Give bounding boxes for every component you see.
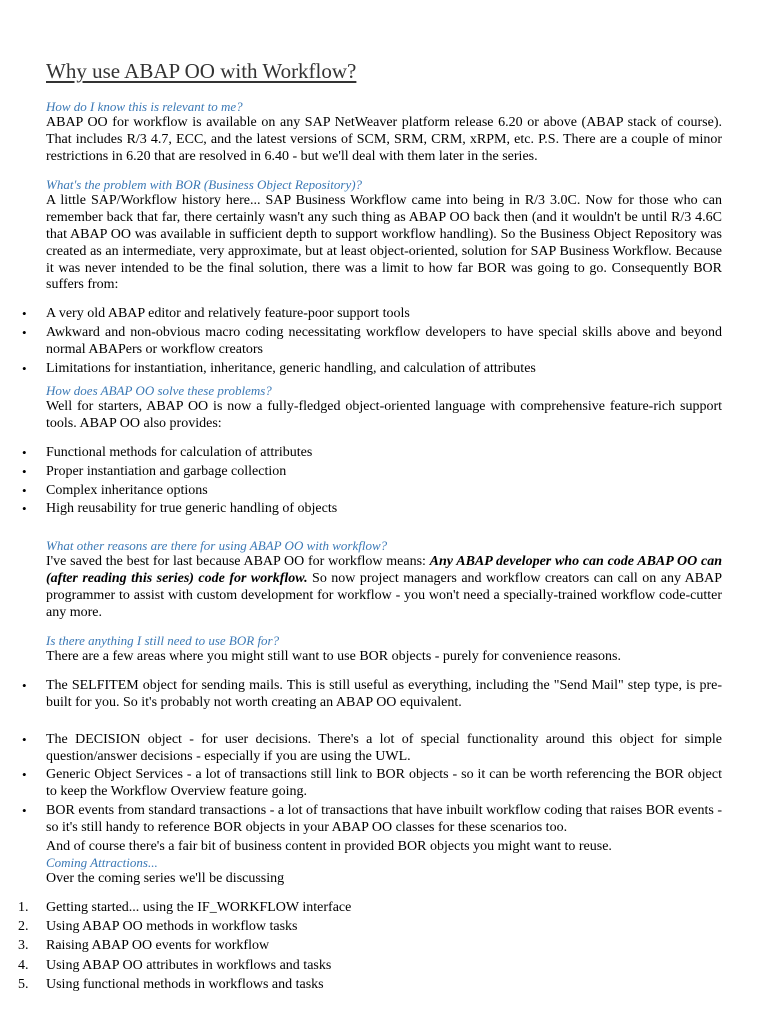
page-title: Why use ABAP OO with Workflow? [46, 59, 357, 83]
section-heading-relevant: How do I know this is relevant to me? [46, 99, 243, 114]
list-item: • The SELFITEM object for sending mails. This is still useful as everything, including the "Send Mail" step type, is pre-built for you. So it's probably not worth creating an ABAP OO equivalent. [46, 678, 722, 712]
paragraph-bor-closing: And of course there's a fair bit of business content in provided BOR objects you might want to reuse. [46, 838, 612, 854]
list-item: 4. Using ABAP OO attributes in workflows and tasks [18, 957, 332, 973]
paragraph-bor: There are a few areas where you might still want to use BOR objects - purely for convenience reasons. [46, 649, 621, 665]
bullet-list-oo-benefits [46, 445, 722, 518]
numbered-list-series [18, 900, 722, 994]
bullet-list-bor-uses-first [46, 678, 722, 712]
list-item: • Functional methods for calculation of attributes [46, 445, 722, 462]
list-item: • Limitations for instantiation, inheritance, generic handling, and calculation of attributes [46, 361, 722, 378]
list-item: 2. Using ABAP OO methods in workflow tasks [18, 919, 298, 935]
paragraph-other-pre: I've saved the best for last because ABAP OO for workflow means: [46, 554, 430, 570]
bullet-list-bor-issues [46, 306, 722, 377]
section-heading-problem: What's the problem with BOR (Business Object Repository)? [46, 177, 363, 193]
paragraph-problem: A little SAP/Workflow history here... SAP Business Workflow came into being in R/3 3.0C. Now for those who can remember back that far, there certainly wasn't any such thing as ABAP OO back then (and it wouldn't be until R/3 4.6C that ABAP OO was available in sufficient depth to support workflow handling). So the Business Object Repository was created as an intermediate, very approximate, but at least object-oriented, solution for SAP Business Workflow. Because it was never intended to be the final solution, there was a limit to how far BOR was going to go. Consequently BOR suffers from: [46, 193, 722, 293]
list-item: • Generic Object Services - a lot of transactions still link to BOR objects - so it can be worth referencing the BOR object to keep the Workflow Overview feature going. [46, 767, 722, 801]
section-heading-coming: Coming Attractions... [46, 855, 158, 871]
list-item: 1. Getting started... using the IF_WORKFLOW interface [18, 900, 352, 916]
document-page [18, 58, 723, 996]
list-item: • High reusability for true generic handling of objects [46, 501, 722, 518]
list-item: 5. Using functional methods in workflows and tasks [18, 976, 324, 992]
paragraph-other-emphasis: Any ABAP developer who can code ABAP OO can (after reading this series) code for workflow. [46, 554, 723, 586]
paragraph-solve: Well for starters, ABAP OO is now a fully-fledged object-oriented language with comprehensive feature-rich support tools. ABAP OO also provides: [46, 399, 722, 432]
list-item: • The DECISION object - for user decisions. There's a lot of special functionality around this object for simple question/answer decisions - especially if you are using the UWL. [46, 732, 722, 766]
section-heading-solve: How does ABAP OO solve these problems? [46, 383, 272, 399]
list-item: • BOR events from standard transactions - a lot of transactions that have inbuilt workflow coding that raises BOR events - so it's still handy to reference BOR objects in your ABAP OO classes for these scenarios too. [46, 803, 722, 837]
list-item: • Complex inheritance options [46, 483, 722, 500]
list-item: • Proper instantiation and garbage collection [46, 464, 722, 481]
paragraph-other [46, 554, 722, 621]
bullet-list-bor-uses [46, 732, 722, 837]
list-item: 3. Raising ABAP OO events for workflow [18, 938, 270, 954]
paragraph-relevant: ABAP OO for workflow is available on any SAP NetWeaver platform release 6.20 or above (ABAP stack of course). That includes R/3 4.7, ECC, and the latest versions of SCM, SRM, CRM, xRPM, etc. P.S. There are a couple of minor restrictions in 6.20 that are resolved in 6.40 - but we'll deal with them later in the series. [46, 115, 722, 164]
list-item: • Awkward and non-obvious macro coding necessitating workflow developers to have special skills above and beyond normal ABAPers or workflow creators [46, 325, 722, 359]
list-item: • A very old ABAP editor and relatively feature-poor support tools [46, 306, 722, 323]
paragraph-coming: Over the coming series we'll be discussing [46, 871, 285, 887]
section-heading-bor: Is there anything I still need to use BOR for? [46, 633, 280, 649]
section-heading-other: What other reasons are there for using ABAP OO with workflow? [46, 538, 388, 554]
paragraph-other-post: So now project managers and workflow creators can call on any ABAP programmer to assist with custom development for workflow - you won't need a specially-trained workflow code-cutter any more. [46, 570, 723, 620]
